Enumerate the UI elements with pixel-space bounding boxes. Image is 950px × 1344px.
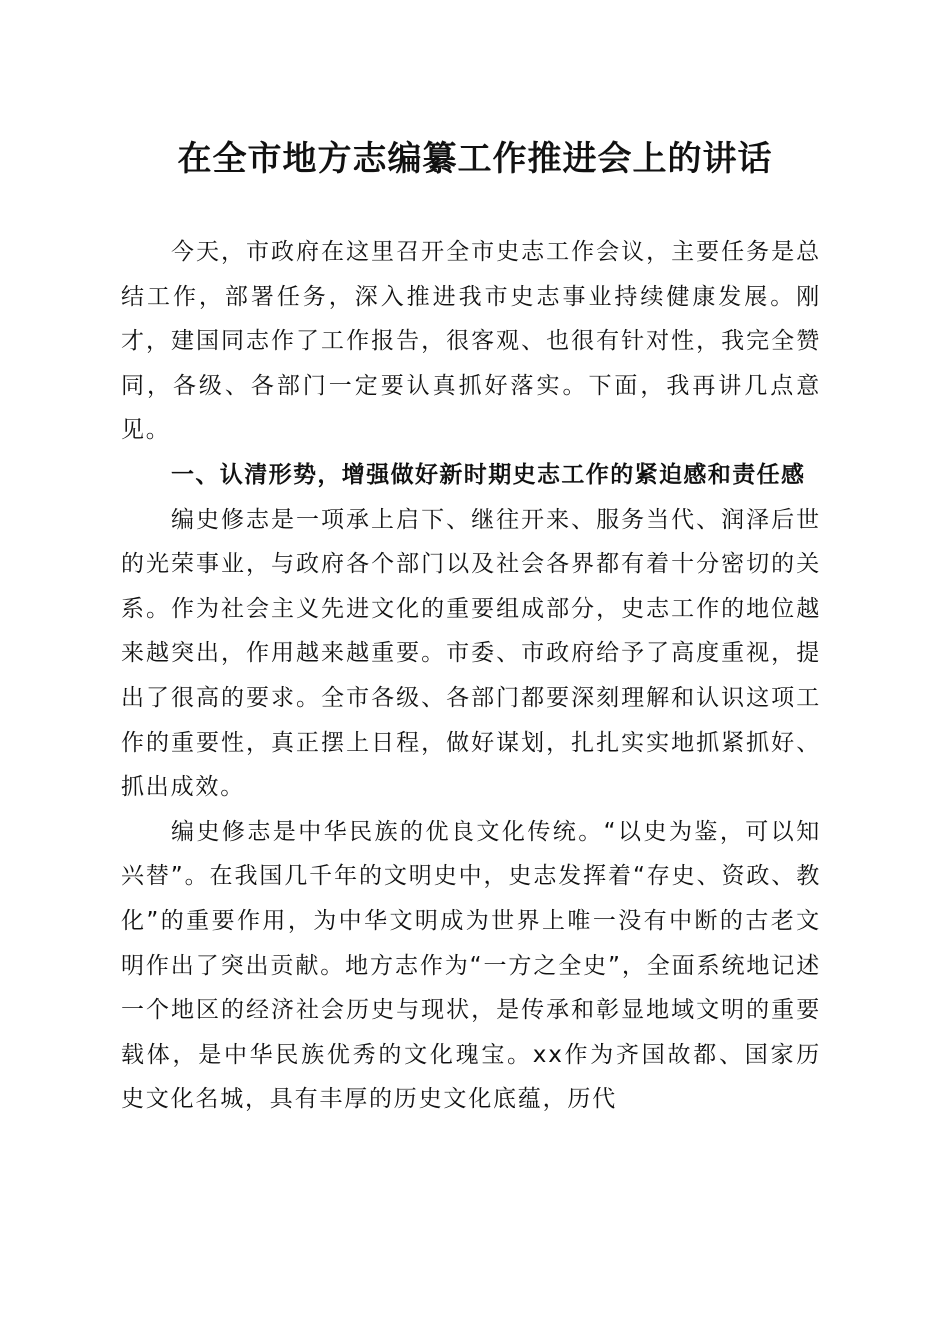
intro-paragraph: 今天，市政府在这里召开全市史志工作会议，主要任务是总结工作，部署任务，深入推进我市史志事业持续健康发展。刚才，建国同志作了工作报告，很客观、也很有针对性，我完全赞同，各级、各部门一定要认真抓好落实。下面，我再讲几点意见。 [121,239,821,444]
document-title: 在全市地方志编纂工作推进会上的讲话 [177,139,773,179]
document-body [121,230,821,1122]
section-heading-1: 一、认清形势，增强做好新时期史志工作的紧迫感和责任感 [171,461,806,488]
body-paragraph: 编史修志是中华民族的优良文化传统。“以史为鉴，可以知兴替”。在我国几千年的文明史中，史志发挥着“存史、资政、教化”的重要作用，为中华文明成为世界上唯一没有中断的古老文明作出了突出贡献。地方志作为“一方之全史”，全面系统地记述一个地区的经济社会历史与现状，是传承和彰显地域文明的重要载体，是中华民族优秀的文化瑰宝。xx作为齐国故都、国家历史文化名城，具有丰厚的历史文化底蕴，历代 [121,818,821,1113]
body-paragraph: 编史修志是一项承上启下、继往开来、服务当代、润泽后世的光荣事业，与政府各个部门以及社会各界都有着十分密切的关系。作为社会主义先进文化的重要组成部分，史志工作的地位越来越突出，作用越来越重要。市委、市政府给予了高度重视，提出了很高的要求。全市各级、各部门都要深刻理解和认识这项工作的重要性，真正摆上日程，做好谋划，扎扎实实地抓紧抓好、抓出成效。 [121,506,821,801]
